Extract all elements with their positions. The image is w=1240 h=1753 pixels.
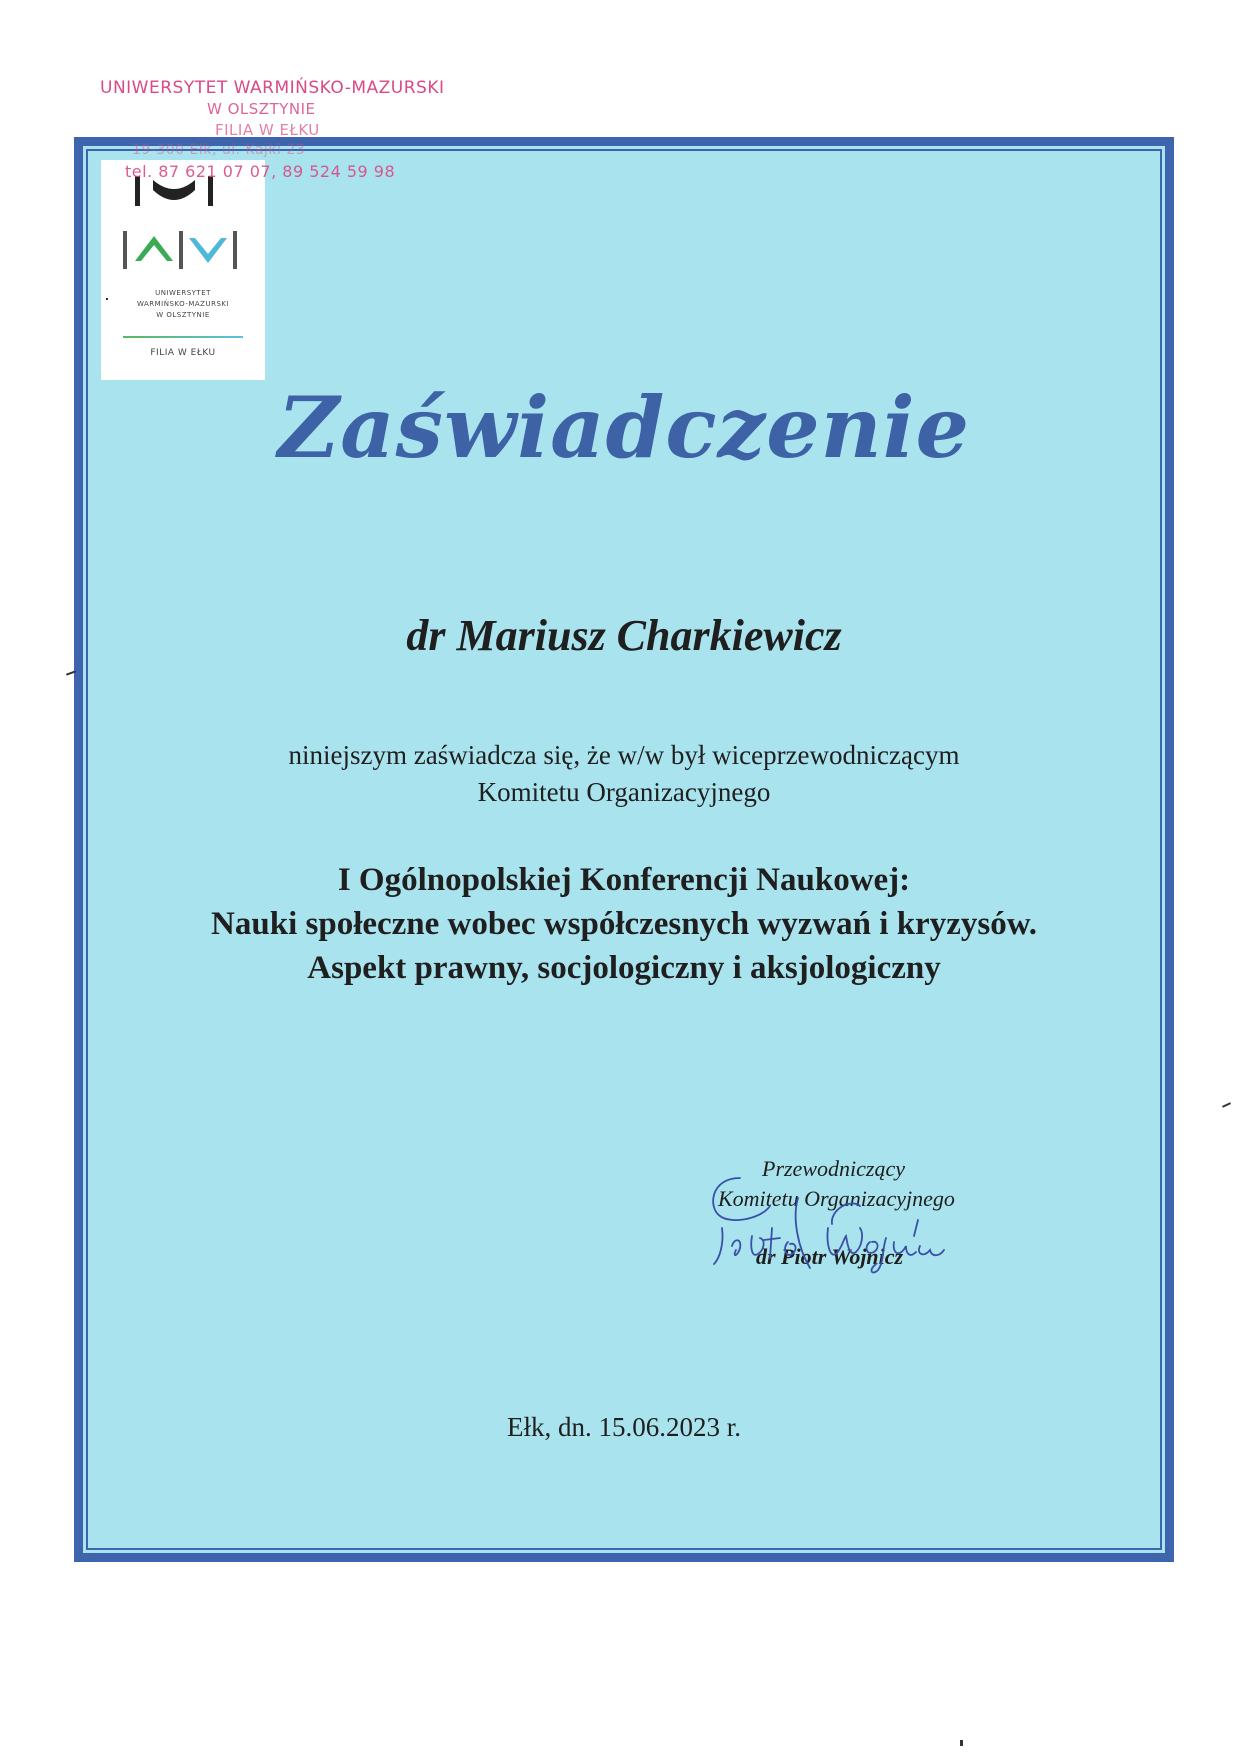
signatory-role-line2: Komitetu Organizacyjnego [718,1186,955,1211]
statement-line1: niniejszym zaświadcza się, że w/w był wiceprzewodniczącym [288,740,960,770]
university-logo [101,160,265,380]
statement-line2: Komitetu Organizacyjnego [477,777,771,807]
logo-text-line1: UNIWERSYTET [155,289,211,297]
signatory-role-line1: Przewodniczący [762,1156,905,1181]
recipient-name: dr Mariusz Charkiewicz [406,611,842,660]
certificate-title: Zaświadczenie [277,378,971,477]
issue-date: Ełk, dn. 15.06.2023 r. [507,1412,741,1442]
stamp-line4: 19-300 Ełk, ul. Kajki 23 [132,142,306,158]
logo-branch: FILIA W EŁKU [150,348,216,358]
stamp-line2: W OLSZTYNIE [207,100,316,118]
scan-speck [1222,1102,1231,1108]
stamp-line5: tel. 87 621 07 07, 89 524 59 98 [125,162,396,181]
scan-speck [960,1740,963,1746]
stamp-line3: FILIA W EŁKU [215,121,320,139]
scan-speck [106,298,108,300]
logo-text-line2: WARMIŃSKO-MAZURSKI [136,300,230,308]
conference-line2: Nauki społeczne wobec współczesnych wyzwań i kryzysów. [211,906,1037,942]
signatory-name: dr Piotr Wojnicz [756,1244,904,1269]
stamp-line1: UNIWERSYTET WARMIŃSKO-MAZURSKI [100,78,445,98]
conference-line3: Aspekt prawny, socjologiczny i aksjologiczny [307,950,941,986]
logo-text-line3: W OLSZTYNIE [156,311,210,319]
logo-divider [123,336,243,338]
university-logo-icon [123,176,243,286]
handwritten-signature [700,1158,960,1288]
conference-line1: I Ogólnopolskiej Konferencji Naukowej: [337,862,911,898]
